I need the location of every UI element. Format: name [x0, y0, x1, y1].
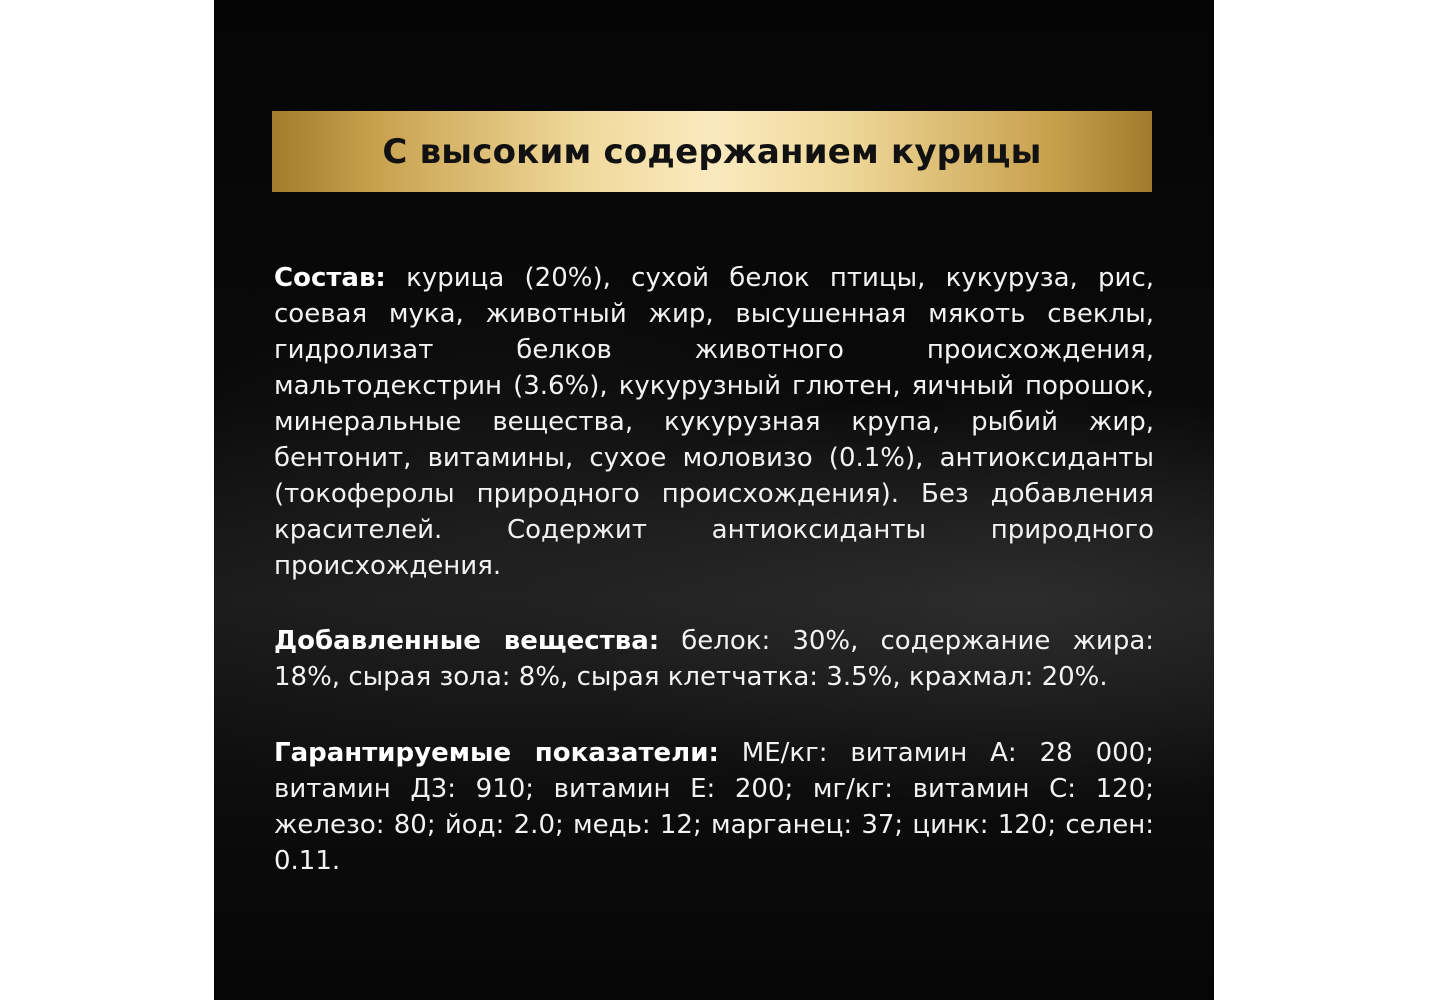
added-substances-label: Добавленные вещества: [274, 626, 660, 656]
composition-text: курица (20%), сухой белок птицы, кукуруза, рис, соевая мука, животный жир, высушенная мякоть свеклы, гидролизат белков животного происхождения, мальтодекстрин (3.6%), кукурузный глютен, яичный порошок, минеральные вещества, кукурузная крупа, рыбий жир, бентонит, витамины, сухое моловизо (0.1%), антиоксиданты (токоферолы природного происхождения). Без добавления красителей. Содержит антиоксиданты природного происхождения. [274, 263, 1155, 581]
banner-title: С высоким содержанием курицы [382, 131, 1042, 172]
guaranteed-values-label: Гарантируемые показатели: [274, 738, 719, 768]
guaranteed-values-text: МЕ/кг: витамин А: 28 000; витамин Д3: 910; витамин Е: 200; мг/кг: витамин С: 120; железо: 80; йод: 2.0; медь: 12; марганец: 37; цинк: 120; селен: 0.11. [274, 738, 1154, 876]
product-info-panel [214, 0, 1214, 1000]
title-banner [272, 111, 1152, 192]
added-substances-text: белок: 30%, содержание жира: 18%, сырая зола: 8%, сырая клетчатка: 3.5%, крахмал: 20%. [274, 626, 1155, 692]
added-substances-paragraph [274, 623, 1154, 695]
guaranteed-values-paragraph [274, 735, 1154, 879]
composition-paragraph [274, 260, 1154, 584]
composition-label: Состав: [274, 263, 386, 293]
